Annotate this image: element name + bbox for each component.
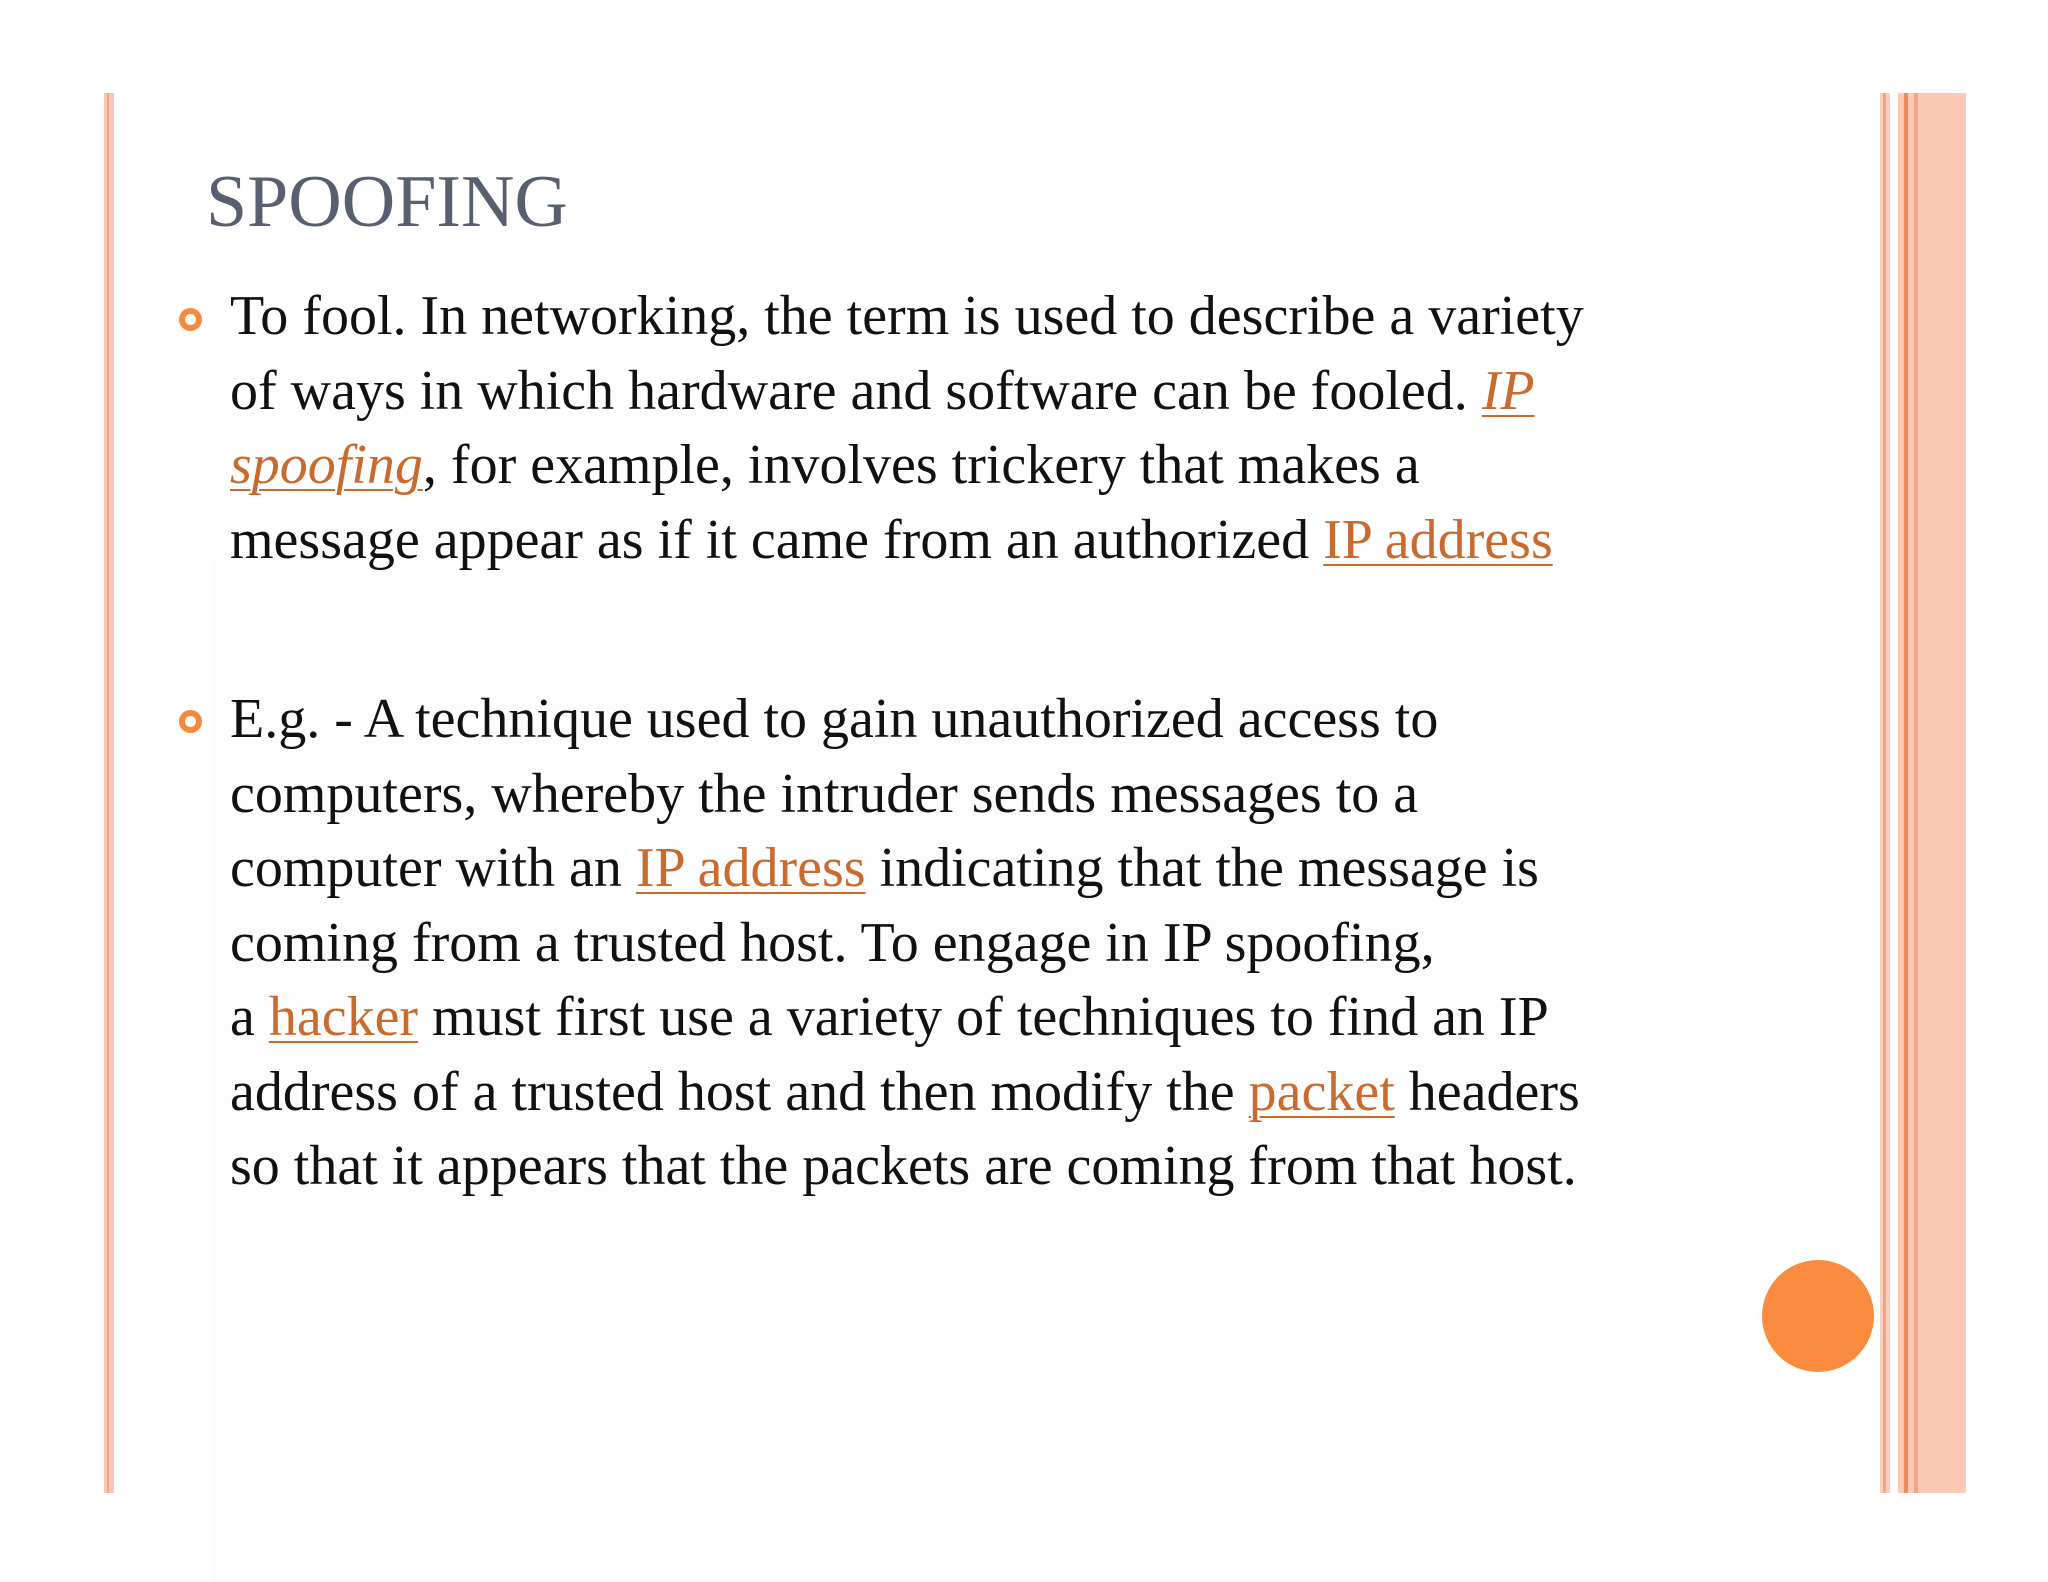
text-line: so that it appears that the packets are coming from that host. xyxy=(230,1135,1577,1197)
text-line: coming from a trusted host. To engage in IP spoofing, xyxy=(230,911,1435,974)
text-line: of ways in which hardware and software can be fooled. IP xyxy=(230,359,1535,422)
text-line: computers, whereby the intruder sends messages to a xyxy=(230,762,1419,825)
text-line: E.g. - A technique used to gain unauthorized access to xyxy=(230,688,1439,750)
ring-bullet-icon xyxy=(179,710,202,733)
text-line: computer with an IP address indicating that the message is xyxy=(230,837,1539,899)
text-line: address of a trusted host and then modify the packet headers xyxy=(230,1060,1580,1123)
orange-circle-decoration xyxy=(1762,1260,1874,1372)
bullet-paragraph-1 xyxy=(230,279,1790,577)
bullet-paragraph-2 xyxy=(230,682,1790,1204)
left-border-decoration xyxy=(104,93,114,1493)
slide-title: SPOOFING xyxy=(206,161,568,243)
text-line: spoofing, for example, involves trickery that makes a xyxy=(230,434,1420,496)
text-line: message appear as if it came from an authorized IP address xyxy=(230,508,1553,571)
ip-spoofing-link[interactable]: spoofing xyxy=(230,434,423,496)
packet-link[interactable]: packet xyxy=(1248,1060,1395,1123)
ip-spoofing-link[interactable]: IP xyxy=(1481,359,1535,422)
ip-address-link[interactable]: IP address xyxy=(1323,508,1553,571)
ring-bullet-icon xyxy=(179,308,202,331)
text-line: To fool. In networking, the term is used to describe a variety xyxy=(230,285,1584,347)
right-border-decoration xyxy=(1880,93,1966,1493)
text-line: a hacker must first use a variety of techniques to find an IP xyxy=(230,986,1549,1048)
ip-address-link[interactable]: IP address xyxy=(635,837,866,899)
hacker-link[interactable]: hacker xyxy=(268,986,419,1048)
